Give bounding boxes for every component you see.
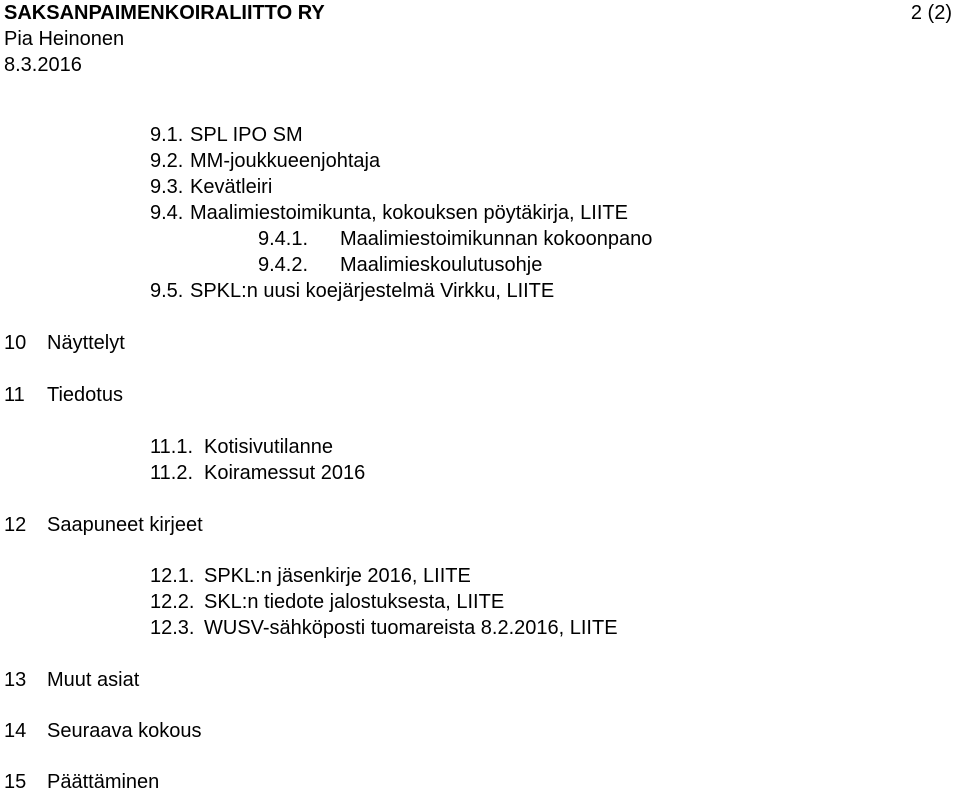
item-text: Koiramessut 2016 [204, 462, 366, 484]
section-number: 15 [4, 771, 27, 793]
item-text: SPL IPO SM [190, 124, 303, 146]
item-number: 12.1. [150, 565, 195, 587]
item-number: 11.2. [150, 462, 193, 484]
page-number: 2 (2) [910, 2, 952, 24]
item-text: WUSV-sähköposti tuomareista 8.2.2016, LIITE [204, 617, 618, 639]
item-text: Kevätleiri [190, 176, 273, 198]
list-item [150, 463, 365, 483]
section-title: Näyttelyt [47, 332, 125, 354]
list-item [150, 281, 554, 301]
section-heading [4, 772, 159, 792]
item-number: 9.4. [150, 202, 184, 224]
list-item [258, 229, 652, 249]
section-title: Muut asiat [47, 669, 140, 691]
item-text: SPKL:n uusi koejärjestelmä Virkku, LIITE [190, 280, 555, 302]
section-title: Saapuneet kirjeet [47, 514, 203, 536]
list-item [150, 203, 628, 223]
item-number: 12.3. [150, 617, 195, 639]
item-number: 9.4.1. [258, 228, 309, 250]
item-text: Kotisivutilanne [204, 436, 333, 458]
list-item [150, 566, 471, 586]
list-item [258, 255, 542, 275]
section-heading [4, 670, 139, 690]
item-number: 9.3. [150, 176, 184, 198]
list-item [150, 437, 333, 457]
section-heading [4, 515, 203, 535]
section-heading [4, 333, 125, 353]
list-item [150, 592, 504, 612]
item-text: MM-joukkueenjohtaja [190, 150, 381, 172]
item-number: 9.2. [150, 150, 184, 172]
item-text: SKL:n tiedote jalostuksesta, LIITE [204, 591, 505, 613]
list-item [150, 151, 380, 171]
section-number: 12 [4, 514, 27, 536]
item-number: 9.1. [150, 124, 184, 146]
section-number: 10 [4, 332, 27, 354]
list-item [150, 125, 303, 145]
item-number: 9.4.2. [258, 254, 309, 276]
item-number: 9.5. [150, 280, 184, 302]
list-item [150, 618, 618, 638]
section-heading [4, 385, 123, 405]
document-date: 8.3.2016 [4, 54, 82, 76]
section-number: 13 [4, 669, 27, 691]
section-number: 14 [4, 720, 27, 742]
section-title: Seuraava kokous [47, 720, 202, 742]
section-title: Tiedotus [47, 384, 123, 406]
item-number: 12.2. [150, 591, 195, 613]
item-number: 11.1. [150, 436, 193, 458]
section-heading [4, 721, 202, 741]
item-text: Maalimieskoulutusohje [340, 254, 543, 276]
item-text: SPKL:n jäsenkirje 2016, LIITE [204, 565, 471, 587]
author-name: Pia Heinonen [4, 28, 125, 50]
item-text: Maalimiestoimikunta, kokouksen pöytäkirja, LIITE [190, 202, 628, 224]
item-text: Maalimiestoimikunnan kokoonpano [340, 228, 653, 250]
list-item [150, 177, 272, 197]
section-title: Päättäminen [47, 771, 160, 793]
organization-name: SAKSANPAIMENKOIRALIITTO RY [4, 2, 325, 24]
section-number: 11 [4, 384, 25, 406]
